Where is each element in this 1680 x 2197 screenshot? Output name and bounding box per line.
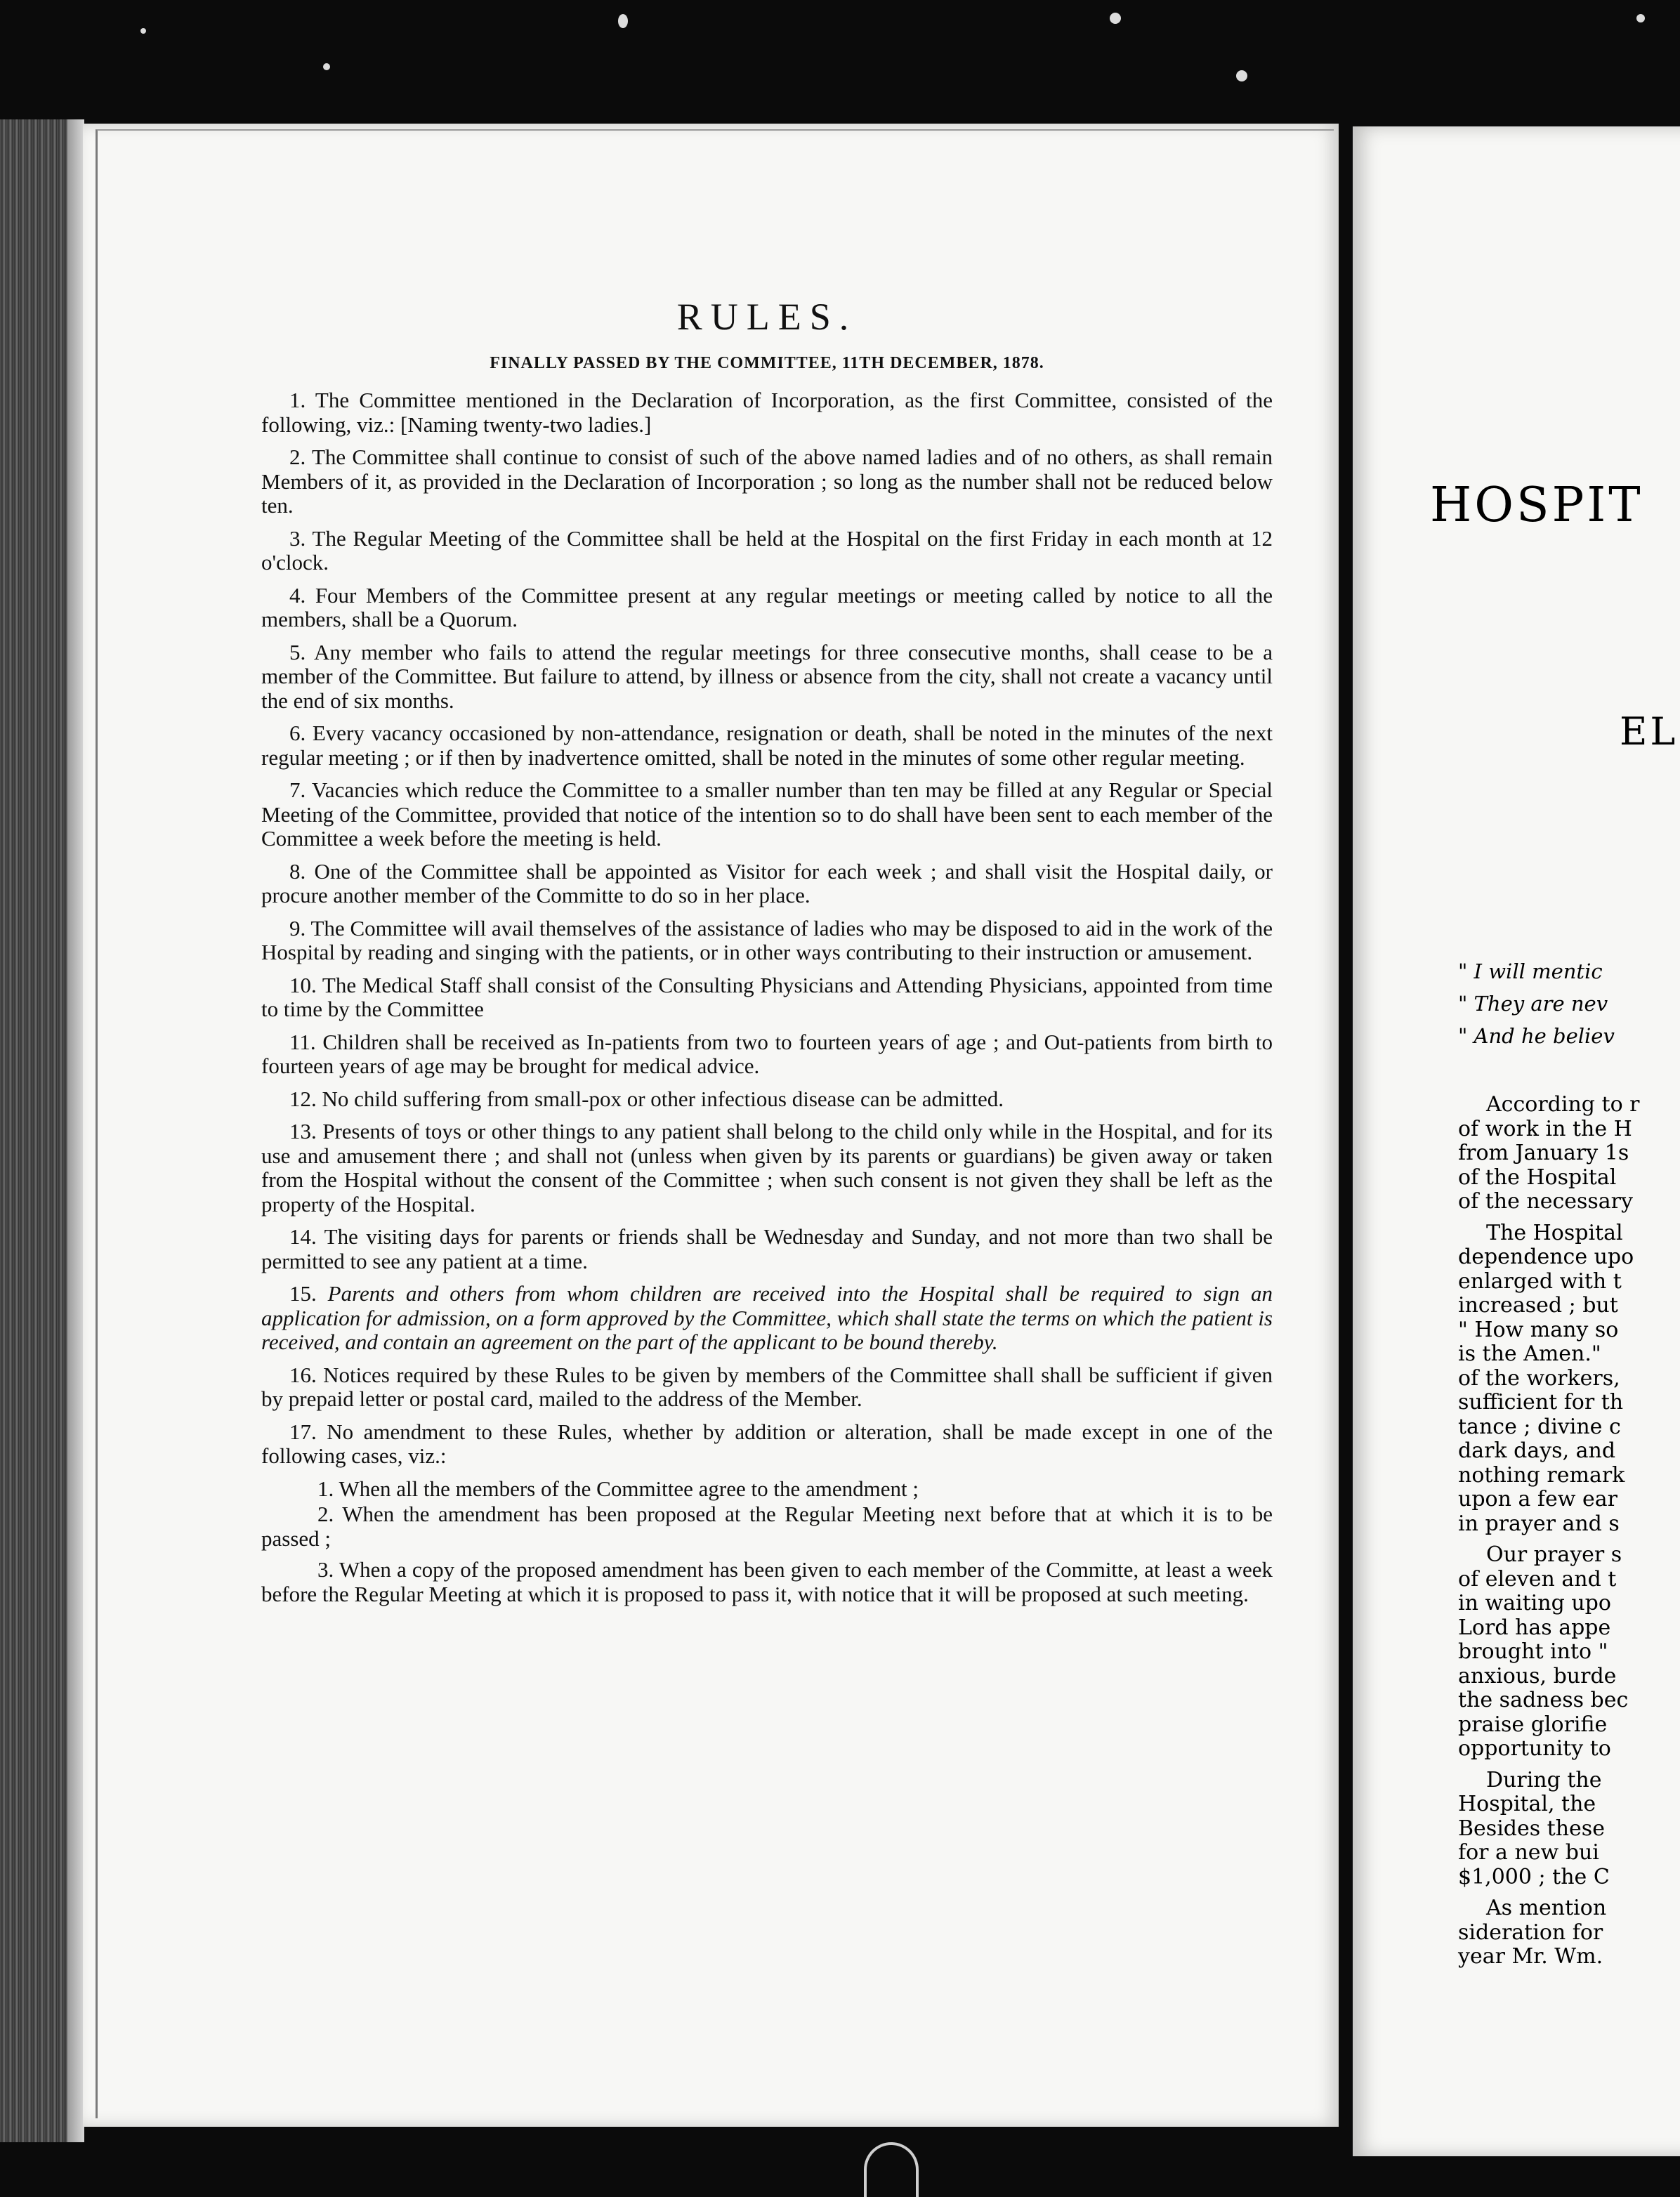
rule-text: The Committee shall continue to consist of such of the above named ladies and of no others, as shall remain Members of it, as provided in the Declaration of Incorporation ; so long as the number shall not be reduced below ten. xyxy=(261,445,1273,518)
right-page-body-line: opportunity to xyxy=(1458,1736,1611,1761)
right-page-body-line: of the Hospital xyxy=(1458,1165,1617,1190)
rule-4 xyxy=(261,584,1273,632)
page-edge xyxy=(67,119,84,2142)
right-page-body-line: Hospital, the xyxy=(1458,1792,1596,1816)
right-page-body-line: of work in the H xyxy=(1458,1116,1632,1141)
rule-8 xyxy=(261,860,1273,908)
rule-number: 1. xyxy=(289,388,306,412)
dust-speck xyxy=(140,28,146,34)
amendment-case-3 xyxy=(261,1558,1273,1606)
rule-number: 16. xyxy=(289,1362,317,1387)
rule-3 xyxy=(261,527,1273,575)
rule-11 xyxy=(261,1030,1273,1079)
rule-number: 11. xyxy=(289,1029,316,1054)
right-page-body-line: dependence upo xyxy=(1458,1245,1634,1269)
case-number: 2. xyxy=(317,1502,334,1526)
rule-7 xyxy=(261,778,1273,851)
rules-list xyxy=(261,388,1273,1469)
rule-2 xyxy=(261,445,1273,518)
rule-text: Presents of toys or other things to any patient shall belong to the child only while in the Hospital, and for its use and amusement there ; and shall not (unless when given by its parents or guardians) be given away or taken from the Hospital without the consent of the Committee ; when such consent is not given they shall be left as the property of the Hospital. xyxy=(261,1119,1273,1216)
right-page-body-line: anxious, burde xyxy=(1458,1663,1617,1688)
rule-14 xyxy=(261,1225,1273,1273)
right-page-quote-line: " They are nev xyxy=(1458,992,1608,1016)
right-page-quotes xyxy=(1458,955,1615,1052)
rule-number: 8. xyxy=(289,858,306,884)
right-page-body-line: Besides these xyxy=(1458,1816,1605,1841)
right-page-body-line: brought into " xyxy=(1458,1639,1608,1664)
bottom-clip xyxy=(864,2142,919,2197)
rule-text: Vacancies which reduce the Committee to a smaller number than ten may be filled at any Regular or Special Meeting of the Committee, provided that notice of the intention so to do shall have been sent to each member of the Committee a week before the meeting is held. xyxy=(261,778,1273,851)
right-page-body-line: of eleven and t xyxy=(1458,1566,1617,1592)
right-page xyxy=(1353,126,1680,2156)
rule-text: Any member who fails to attend the regular meetings for three consecutive months, shall cease to be a member of the Committee. But failure to attend, by illness or absence from the city, shall not create a vacancy until the end of six months. xyxy=(261,639,1273,713)
right-page-subheading: EL xyxy=(1620,709,1679,754)
rules-content xyxy=(261,295,1273,1608)
rule-text: No child suffering from small-pox or other infectious disease can be admitted. xyxy=(322,1086,1004,1111)
right-page-body-line: According to r xyxy=(1486,1092,1640,1117)
rule-17 xyxy=(261,1420,1273,1469)
right-page-body-line: for a new bui xyxy=(1458,1840,1599,1865)
right-page-body-line: is the Amen." xyxy=(1458,1342,1601,1366)
book-binding xyxy=(0,119,77,2142)
rule-text: The Committee mentioned in the Declaration of Incorporation, as the first Committee, consisted of the following, viz.: [Naming twenty-two ladies.] xyxy=(261,388,1273,437)
right-page-body-line: year Mr. Wm. xyxy=(1458,1944,1603,1969)
rule-number: 12. xyxy=(289,1086,317,1111)
case-text: When the amendment has been proposed at the Regular Meeting next before that at which it is to be passed ; xyxy=(261,1502,1273,1551)
right-page-body-line: dark days, and xyxy=(1458,1438,1616,1463)
rule-text: The visiting days for parents or friends shall be Wednesday and Sunday, and not more than two shall be permitted to see any patient at a time. xyxy=(261,1224,1273,1273)
rule-1 xyxy=(261,388,1273,437)
rule-number: 2. xyxy=(289,445,306,469)
right-page-body-line: Our prayer s xyxy=(1486,1542,1622,1567)
rule-15 xyxy=(261,1282,1273,1355)
right-page-body-line: Lord has appe xyxy=(1458,1615,1611,1640)
page-title: RULES. xyxy=(676,296,858,338)
right-page-body-line: tance ; divine c xyxy=(1458,1414,1621,1439)
right-page-body xyxy=(1458,1086,1640,1969)
right-page-body-line: in waiting upo xyxy=(1458,1591,1611,1615)
right-page-body-line: upon a few ear xyxy=(1458,1487,1617,1511)
dust-speck xyxy=(1236,70,1247,81)
right-page-body-line: in prayer and s xyxy=(1458,1511,1620,1536)
right-page-body-line: During the xyxy=(1486,1767,1602,1792)
right-page-body-line: sufficient for th xyxy=(1458,1390,1624,1415)
rule-text: No amendment to these Rules, whether by addition or alteration, shall be made except in one of the following cases, viz.: xyxy=(261,1419,1273,1468)
right-page-body-line: As mention xyxy=(1486,1896,1607,1920)
rule-number: 14. xyxy=(289,1224,317,1249)
right-page-body-line: nothing remark xyxy=(1458,1462,1625,1488)
rule-text: Notices required by these Rules to be given by members of the Committee shall shall be sufficient if given by prepaid letter or postal card, mailed to the address of the Member. xyxy=(261,1362,1273,1411)
right-page-body-line: increased ; but xyxy=(1458,1293,1618,1318)
right-page-body-line: the sadness bec xyxy=(1458,1688,1629,1712)
amendment-cases-list xyxy=(261,1477,1273,1607)
rule-6 xyxy=(261,721,1273,770)
rule-text: Children shall be received as In-patients from two to fourteen years of age ; and Out-patients from birth to fourteen years of age may be brought for medical advice. xyxy=(261,1029,1273,1078)
rule-13 xyxy=(261,1120,1273,1216)
rule-number: 3. xyxy=(289,525,306,551)
rule-text: The Committee will avail themselves of the assistance of ladies who may be disposed to aid in the work of the Hospital by reading and singing with the patients, or in other ways contributing to their instruction or amusement. xyxy=(261,915,1273,964)
right-page-body-line: " How many so xyxy=(1458,1317,1619,1342)
case-number: 1. xyxy=(317,1476,334,1501)
right-page-body-line: sideration for xyxy=(1458,1920,1603,1945)
right-page-body-line: $1,000 ; the C xyxy=(1458,1864,1610,1889)
rule-number: 4. xyxy=(289,582,306,608)
rule-number: 7. xyxy=(289,778,306,802)
rule-number: 9. xyxy=(289,915,306,940)
rule-number: 6. xyxy=(289,721,306,745)
case-text: When all the members of the Committee agree to the amendment ; xyxy=(339,1476,919,1501)
right-page-quote-line: " And he believ xyxy=(1458,1024,1615,1048)
rule-16 xyxy=(261,1363,1273,1412)
dust-speck xyxy=(1110,13,1121,24)
dust-speck xyxy=(323,63,330,70)
right-page-heading: HOSPIT xyxy=(1430,478,1643,533)
rule-text: Parents and others from whom children are received into the Hospital shall be required to sign an application for admission, on a form approved by the Committee, which shall state the terms on which the patient is received, and contain an agreement on the part of the applicant to be bound thereby. xyxy=(261,1281,1273,1354)
right-page-body-line: enlarged with t xyxy=(1458,1268,1622,1294)
rule-text: Four Members of the Committee present at any regular meetings or meeting called by notice to all the members, shall be a Quorum. xyxy=(261,582,1273,631)
right-page-body-line: from January 1s xyxy=(1458,1141,1629,1165)
case-text: When a copy of the proposed amendment has been given to each member of the Committe, at least a week before the Regular Meeting at which it is proposed to pass it, with notice that it will be proposed at such meeting. xyxy=(261,1557,1273,1606)
rule-number: 17. xyxy=(289,1419,317,1444)
dust-speck xyxy=(618,14,628,28)
rule-number: 13. xyxy=(289,1119,317,1143)
rule-10 xyxy=(261,973,1273,1022)
rule-9 xyxy=(261,917,1273,965)
right-page-body-line: praise glorifie xyxy=(1458,1712,1608,1737)
case-number: 3. xyxy=(317,1557,334,1582)
rule-number: 5. xyxy=(289,639,306,664)
page-subtitle: FINALLY PASSED BY THE COMMITTEE, 11TH DECEMBER, 1878. xyxy=(490,354,1044,372)
rule-number: 10. xyxy=(289,972,317,997)
rule-text: One of the Committee shall be appointed as Visitor for each week ; and shall visit the Hospital daily, or procure another member of the Committe to do so in her place. xyxy=(261,858,1273,907)
rule-number: 15. xyxy=(289,1281,317,1306)
amendment-case-1 xyxy=(261,1477,1273,1502)
right-page-body-line: of the necessary xyxy=(1458,1189,1633,1214)
rule-text: Every vacancy occasioned by non-attendance, resignation or death, shall be noted in the minutes of the next regular meeting ; or if then by inadvertence omitted, shall be noted in the minutes of some other regular meeting. xyxy=(261,721,1273,770)
amendment-case-2 xyxy=(261,1502,1273,1551)
rule-5 xyxy=(261,641,1273,714)
rule-text: The Regular Meeting of the Committee shall be held at the Hospital on the first Friday in each month at 12 o'clock. xyxy=(261,525,1273,575)
right-page-body-line: of the workers, xyxy=(1458,1365,1620,1391)
rule-text: The Medical Staff shall consist of the Consulting Physicians and Attending Physicians, appointed from time to time by the Committee xyxy=(261,972,1273,1021)
right-page-body-line: The Hospital xyxy=(1486,1220,1623,1245)
dust-speck xyxy=(1636,14,1645,22)
right-page-quote-line: " I will mentic xyxy=(1458,959,1603,983)
rule-12 xyxy=(261,1087,1273,1112)
